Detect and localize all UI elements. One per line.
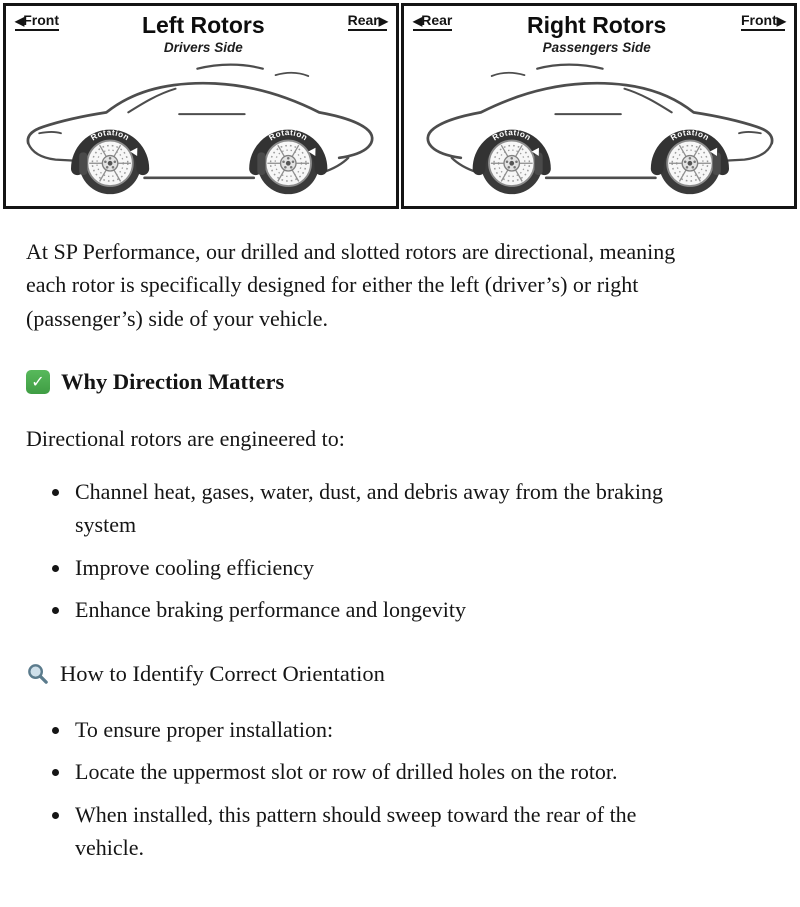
rotation-label: Rotation bbox=[267, 128, 310, 143]
magnifier-icon bbox=[26, 662, 49, 685]
rear-label-text: Rear bbox=[347, 12, 379, 28]
arrow-left-icon: ◀ bbox=[413, 14, 422, 28]
front-direction-label bbox=[741, 13, 785, 31]
arrow-left-icon: ◀ bbox=[15, 14, 24, 28]
right-panel-header bbox=[404, 6, 794, 55]
engineered-lead: Directional rotors are engineered to: bbox=[26, 425, 345, 451]
rear-direction-label bbox=[348, 13, 387, 31]
arrow-right-icon: ▶ bbox=[378, 14, 387, 28]
rear-label-text: Rear bbox=[421, 12, 453, 28]
front-label-text: Front bbox=[23, 12, 59, 28]
check-icon: ✓ bbox=[26, 370, 50, 394]
identify-orientation-list bbox=[26, 713, 694, 865]
why-direction-list bbox=[26, 475, 694, 627]
article-body bbox=[0, 209, 724, 907]
section-heading-why-direction bbox=[26, 365, 694, 399]
left-panel-title: Left Rotors bbox=[141, 12, 265, 38]
right-panel-title: Right Rotors bbox=[527, 12, 667, 38]
front-label-text: Front bbox=[740, 12, 777, 28]
right-panel-subtitle: Passengers Side bbox=[542, 40, 651, 56]
left-car-illustration bbox=[6, 56, 396, 206]
front-direction-label bbox=[15, 13, 59, 31]
list-item: • Improve cooling efficiency bbox=[72, 551, 694, 584]
left-panel-subtitle: Drivers Side bbox=[163, 40, 243, 56]
rotation-label: Rotation bbox=[89, 128, 132, 143]
section-title: How to Identify Correct Orientation bbox=[60, 660, 385, 686]
section-heading-identify-orientation bbox=[26, 657, 694, 691]
right-car-illustration bbox=[404, 56, 794, 206]
intro-paragraph: At SP Performance, our drilled and slotted rotors are directional, meaning each rotor is specifically designed for either the left (driver’s) or right (passenger’s) side of your vehicle. bbox=[26, 239, 676, 331]
list-item: • Locate the uppermost slot or row of drilled holes on the rotor. bbox=[72, 755, 694, 788]
rotation-label: Rotation bbox=[490, 128, 533, 143]
list-item: • Channel heat, gases, water, dust, and debris away from the braking system bbox=[72, 475, 694, 542]
rotor-direction-diagram bbox=[0, 0, 800, 209]
right-rotors-panel bbox=[401, 3, 797, 209]
section-title: Why Direction Matters bbox=[61, 369, 285, 395]
left-rotors-panel bbox=[3, 3, 399, 209]
rotation-label: Rotation bbox=[669, 128, 711, 143]
rear-direction-label bbox=[413, 13, 452, 31]
list-item: • When installed, this pattern should sweep toward the rear of the vehicle. bbox=[72, 798, 694, 865]
left-panel-header bbox=[6, 6, 396, 55]
list-item: • To ensure proper installation: bbox=[72, 713, 694, 746]
arrow-right-icon: ▶ bbox=[776, 14, 785, 28]
list-item: • Enhance braking performance and longevity bbox=[72, 593, 694, 626]
